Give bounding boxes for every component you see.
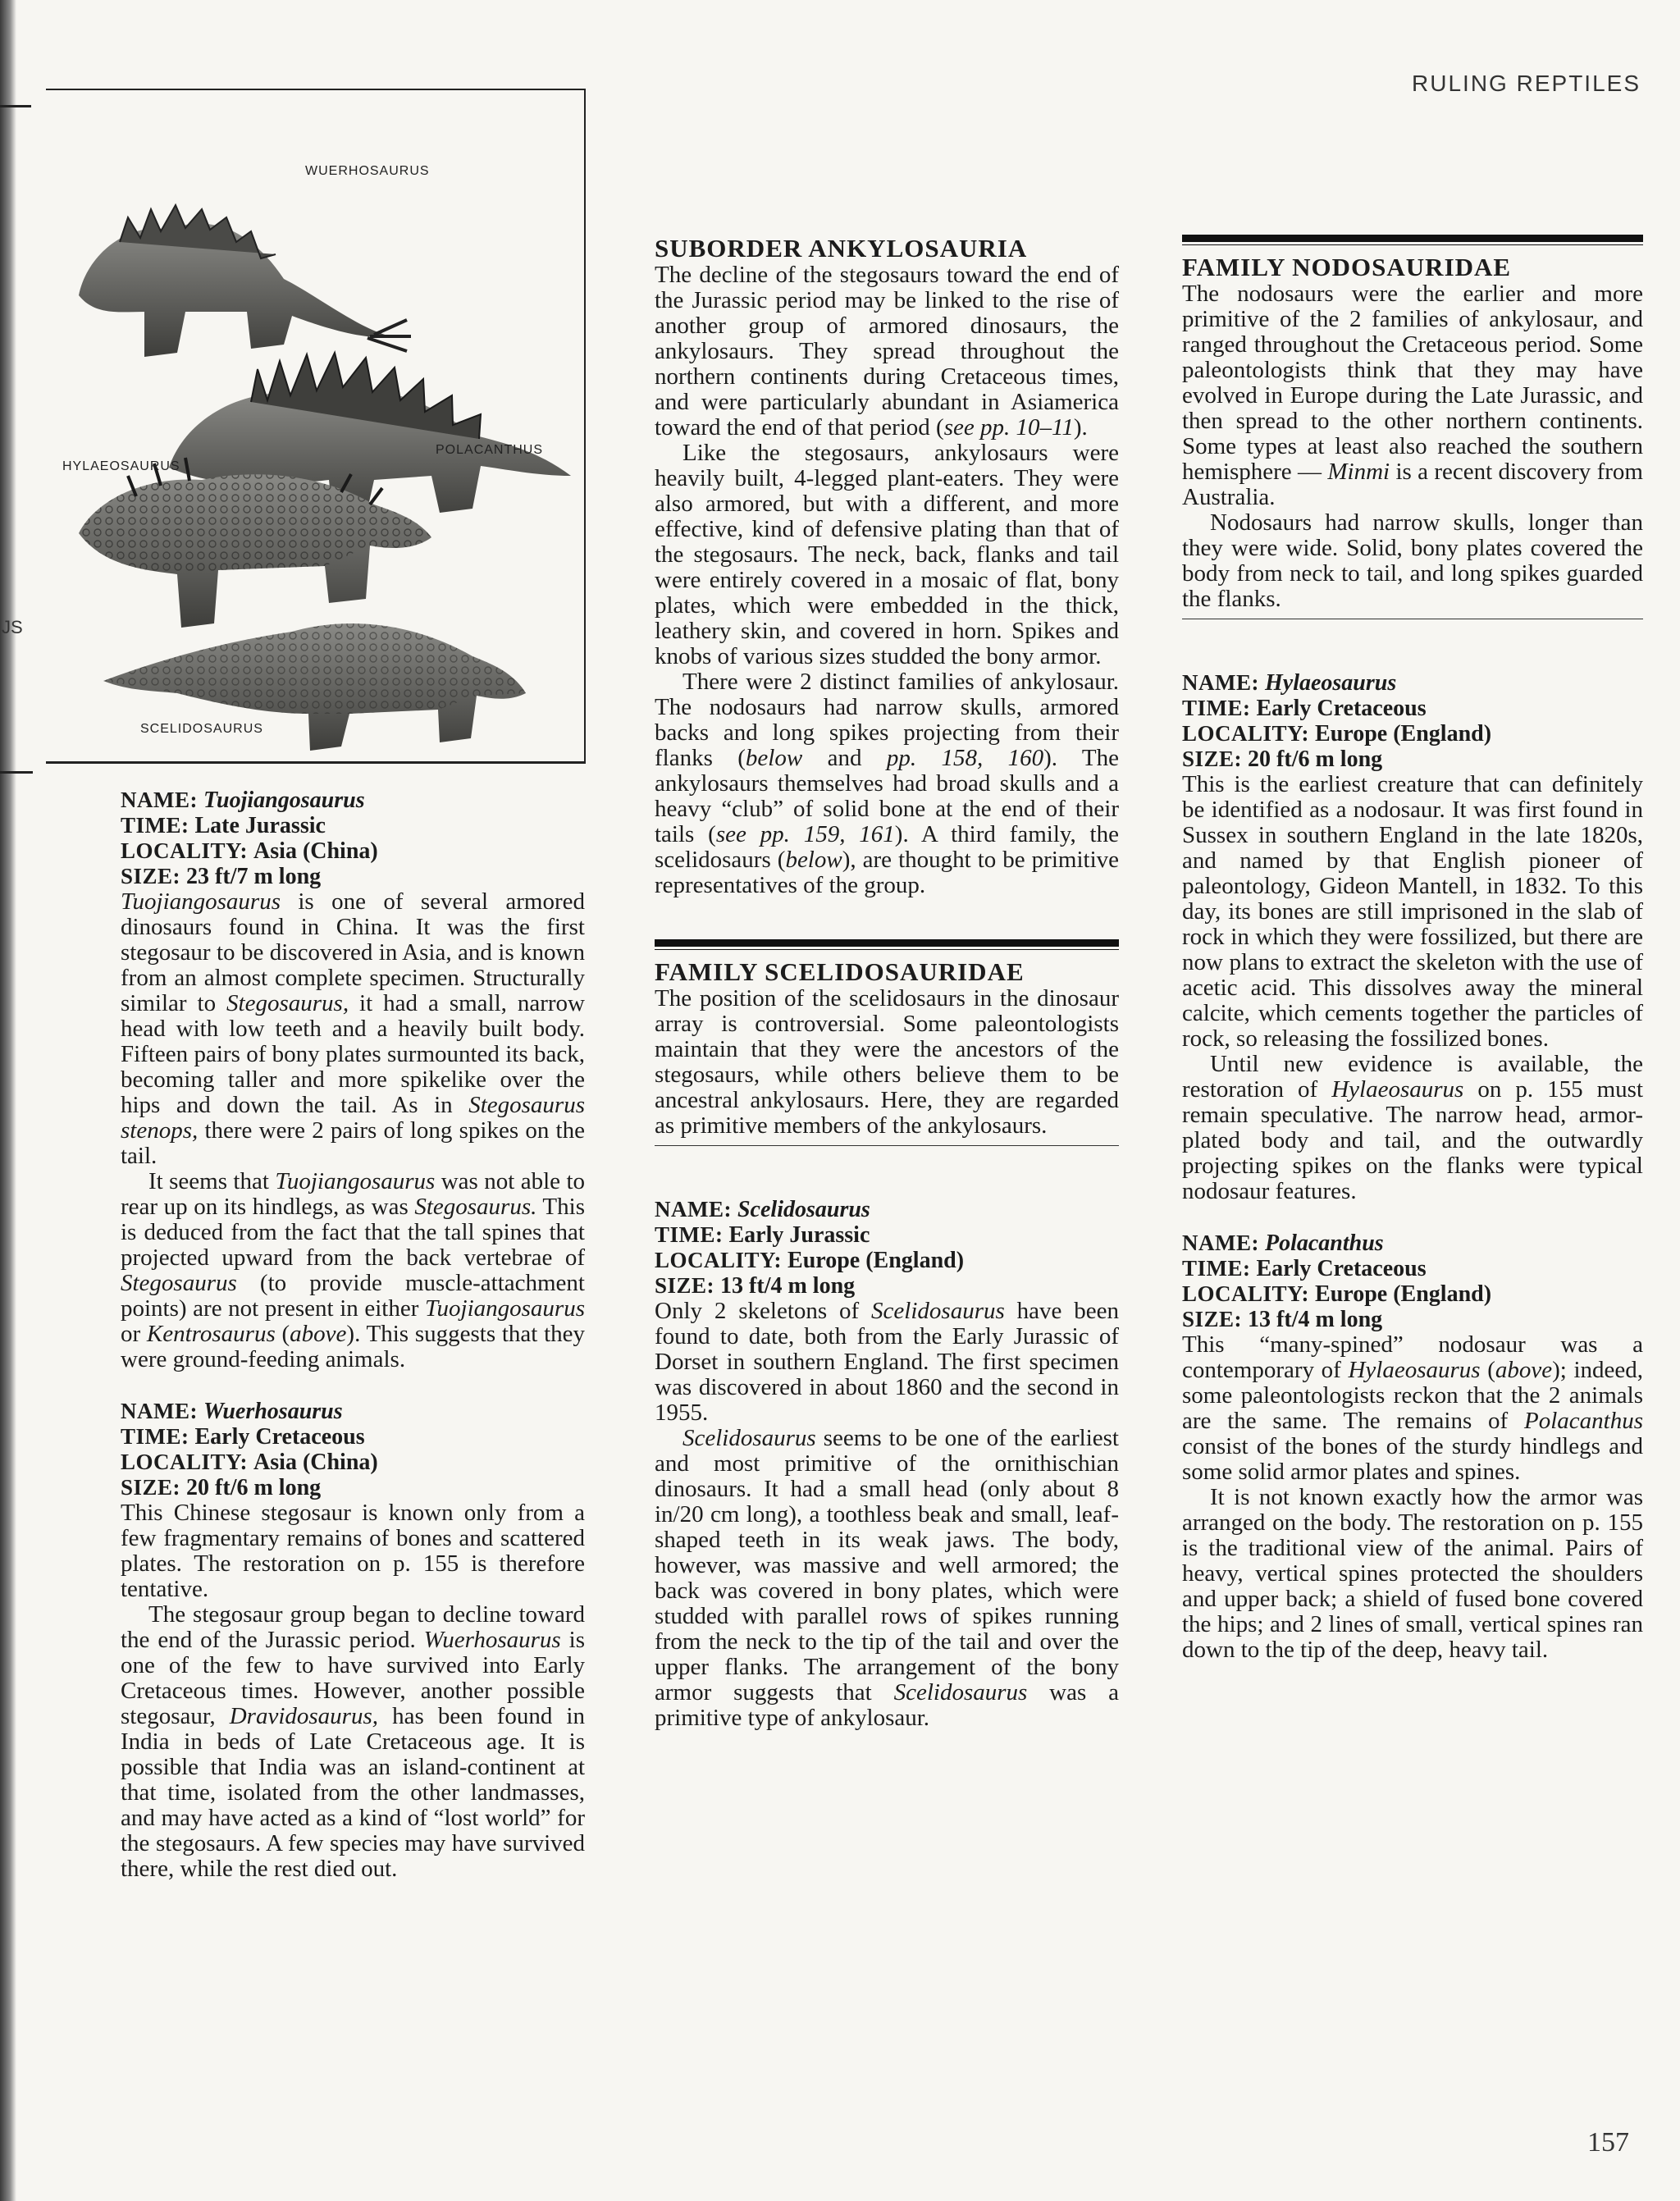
section-rule [655, 939, 1119, 950]
column-2 [655, 235, 1119, 1731]
paragraph: The nodosaurs were the earlier and more primitive of the 2 families of ankylosaur, and ranged throughout the Cretaceous period. Some paleontologists think that they may have evolved in Europe during the Late Jurassic, and then spread to the other northern continents. Some types at least also reached the southern hemisphere — Minmi is a recent discovery from Australia. [1182, 281, 1643, 510]
label-polacanthus: POLACANTHUS [436, 443, 544, 457]
paragraph: There were 2 distinct families of ankylosaur. The nodosaurs had narrow skulls, armored backs and long spikes projecting from their flanks (below and pp. 158, 160). The ankylosaurs themselves had broad skulls and a heavy “club” of solid bone at the end of their tails (see pp. 159, 161). A third family, the scelidosaurs (below), are thought to be primitive representatives of the group. [655, 669, 1120, 898]
section-heading: FAMILY SCELIDOSAURIDAE [655, 957, 1025, 986]
fact-label: LOCALITY: [655, 1248, 783, 1272]
column-1 [121, 788, 585, 1882]
size-value: 13 ft/4 m long [1248, 1307, 1383, 1332]
paragraph: Tuojiangosaurus is one of several armored dinosaurs found in China. It was the first stegosaur to be discovered in Asia, and is known from an almost complete specimen. Structurally similar to Stegosaurus, it had a small, narrow head with low teeth and a heavily built body. Fifteen pairs of bony plates surmounted its back, becoming taller and more spikelike over the hips and down the tail. As in Stegosaurus stenops, there were 2 pairs of long spikes on the tail. [121, 888, 585, 1169]
fact-label: NAME: [121, 1399, 198, 1423]
locality-value: Europe (England) [788, 1248, 965, 1273]
size-value: 13 ft/4 m long [720, 1273, 856, 1299]
edge-fragment: JS [2, 617, 23, 637]
fact-box-tuojiangosaurus [121, 788, 585, 889]
species-name: Wuerhosaurus [203, 1399, 343, 1424]
dinosaur-drawings [46, 90, 584, 761]
running-head: RULING REPTILES [1412, 71, 1641, 96]
size-value: 23 ft/7 m long [186, 864, 322, 889]
species-name: Scelidosaurus [737, 1197, 870, 1222]
paragraph: The decline of the stegosaurs toward the end of the Jurassic period may be linked to the rise of another group of armored dinosaurs, the ankylosaurs. They spread throughout the northern continents during Cretaceous times, and were particularly abundant in Asiamerica toward the end of that period (see pp. 10–11). [655, 262, 1119, 441]
fact-label: SIZE: [121, 864, 181, 888]
locality-value: Asia (China) [253, 1450, 378, 1475]
fact-label: TIME: [655, 1222, 724, 1247]
size-value: 20 ft/6 m long [186, 1475, 322, 1500]
section-rule [1182, 235, 1643, 245]
paragraph: Until new evidence is available, the restoration of Hylaeosaurus on p. 155 must remain speculative. The narrow head, armor-plated body and tail, and the outwardly projecting spikes on the flanks were typical nodosaur features. [1182, 1051, 1644, 1204]
hylaeosaurus-figure [79, 458, 431, 628]
paragraph: This Chinese stegosaur is known only from a few fragmentary remains of bones and scattered plates. The restoration on p. 155 is therefore tentative. [121, 1500, 585, 1602]
column-3 [1182, 235, 1643, 1663]
time-value: Early Cretaceous [194, 1424, 365, 1450]
label-wuerhosaurus: WUERHOSAURUS [305, 164, 430, 178]
fact-box-polacanthus [1182, 1231, 1643, 1332]
fact-label: LOCALITY: [121, 1450, 249, 1474]
page-number: 157 [1587, 2127, 1629, 2158]
book-gutter [0, 0, 16, 2201]
fact-label: NAME: [121, 788, 198, 812]
fact-label: SIZE: [1182, 1307, 1243, 1331]
edge-rule [0, 771, 33, 774]
time-value: Early Cretaceous [1256, 1256, 1427, 1281]
paragraph: Nodosaurs had narrow skulls, longer than they were wide. Solid, bony plates covered the body from neck to tail, and long spikes guarded the flanks. [1182, 509, 1643, 612]
fact-label: NAME: [1182, 670, 1259, 695]
wuerhosaurus-figure [79, 205, 411, 357]
time-value: Early Jurassic [728, 1222, 870, 1248]
paragraph: Like the stegosaurs, ankylosaurs were heavily built, 4-legged plant-eaters. They were also armored, but with a different, and more effective, kind of defensive plating than that of the stegosaurs. The neck, back, flanks and tail were entirely covered in a mosaic of flat, bony plates, which were embedded in the thick, leathery skin, and covered in horn. Spikes and knobs of various sizes studded the bony armor. [655, 440, 1119, 669]
dinosaur-illustration [46, 89, 586, 764]
edge-rule [0, 105, 31, 107]
size-value: 20 ft/6 m long [1248, 747, 1383, 772]
paragraph: The position of the scelidosaurs in the dinosaur array is controversial. Some paleontologists maintain that they were the ancestors of the stegosaurs, while others believe them to be ancestral ankylosaurs. Here, they are regarded as primitive members of the ankylosaurs. [655, 985, 1119, 1139]
locality-value: Europe (England) [1315, 721, 1492, 747]
paragraph: Scelidosaurus seems to be one of the earliest and most primitive of the ornithischian dinosaurs. It had a small head (only about 8 in/20 cm long), a toothless beak and small, leaf-shaped teeth in its weak jaws. The body, however, was massive and well armored; the back was covered in bony plates, which were studded with parallel rows of spikes running from the neck to the tip of the tail and over the upper flanks. The arrangement of the bony armor suggests that Scelidosaurus was a primitive type of ankylosaur. [655, 1425, 1119, 1731]
paragraph: This is the earliest creature that can definitely be identified as a nodosaur. It was first found in Sussex in southern England in the late 1820s, and named by that English pioneer of paleontology, Gideon Mantell, in 1832. To this day, its bones are still imprisoned in the slab of rock in which they were fossilized, but there are now plans to extract the skeleton with the use of acetic acid. This dissolves away the mineral calcite, which cements together the particles of rock, so releasing the fossilized bones. [1182, 771, 1643, 1052]
fact-label: NAME: [1182, 1231, 1259, 1255]
paragraph: This “many-spined” nodosaur was a contemporary of Hylaeosaurus (above); indeed, some paleontologists reckon that the 2 animals are the same. The remains of Polacanthus consist of the bones of the sturdy hindlegs and some solid armor plates and spines. [1182, 1331, 1643, 1485]
label-scelidosaurus: SCELIDOSAURUS [140, 722, 263, 736]
paragraph: It seems that Tuojiangosaurus was not able to rear up on its hindlegs, as was Stegosaurus. This is deduced from the fact that the tall spines that projected upward from the back vertebrae of Stegosaurus (to provide muscle-attachment points) are not present in either Tuojiangosaurus or Kentrosaurus (above). This suggests that they were ground-feeding animals. [121, 1168, 586, 1372]
fact-label: LOCALITY: [1182, 1281, 1310, 1306]
fact-box-scelidosaurus [655, 1197, 1119, 1299]
fact-label: TIME: [1182, 696, 1251, 720]
paragraph: It is not known exactly how the armor was arranged on the body. The restoration on p. 155 is the traditional view of the animal. Pairs of heavy, vertical spines protected the shoulders and upper back; a shield of fused bone covered the hips; and 2 lines of small, vertical spines ran down to the tip of the deep, heavy tail. [1182, 1484, 1643, 1663]
species-name: Hylaeosaurus [1264, 670, 1397, 696]
fact-label: SIZE: [655, 1273, 715, 1298]
fact-label: TIME: [121, 1424, 189, 1449]
fact-label: LOCALITY: [121, 838, 249, 863]
paragraph: Only 2 skeletons of Scelidosaurus have been found to date, both from the Early Jurassic of Dorset in southern England. The first specimen was discovered in about 1860 and the second in 1955. [655, 1298, 1119, 1426]
section-heading: SUBORDER ANKYLOSAURIA [655, 234, 1028, 263]
paragraph: The stegosaur group began to decline toward the end of the Jurassic period. Wuerhosaurus is one of the few to have survived into Early Cretaceous times. However, another possible stegosaur, Dravidosaurus, has been found in India in beds of Late Cretaceous age. It is possible that India was an island-continent at that time, isolated from the other landmasses, and may have acted as a kind of “lost world” for the stegosaurs. A few species may have survived there, while the rest died out. [121, 1601, 585, 1882]
fact-label: LOCALITY: [1182, 721, 1310, 746]
species-name: Polacanthus [1264, 1231, 1384, 1256]
fact-label: NAME: [655, 1197, 732, 1222]
locality-value: Europe (England) [1315, 1281, 1492, 1307]
fact-label: SIZE: [121, 1475, 181, 1500]
species-name: Tuojiangosaurus [203, 788, 365, 813]
time-value: Late Jurassic [194, 813, 326, 838]
locality-value: Asia (China) [253, 838, 378, 864]
time-value: Early Cretaceous [1256, 696, 1427, 721]
section-heading: FAMILY NODOSAURIDAE [1182, 253, 1512, 281]
label-hylaeosaurus: HYLAEOSAURUS [62, 459, 180, 473]
fact-label: TIME: [121, 813, 189, 838]
fact-label: SIZE: [1182, 747, 1243, 771]
fact-label: TIME: [1182, 1256, 1251, 1281]
fact-box-hylaeosaurus [1182, 670, 1643, 772]
fact-box-wuerhosaurus [121, 1399, 585, 1500]
